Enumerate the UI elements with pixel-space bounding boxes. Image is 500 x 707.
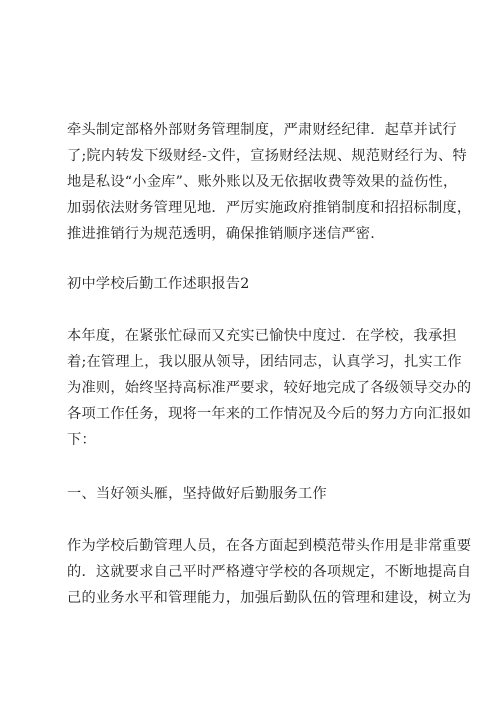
subsection-heading: 一、当好领头雁，坚持做好后勤服务工作 [67, 486, 327, 502]
body-text-line: 推进推销行为规范透明，确保推销顺序迷信严密. [67, 226, 375, 242]
body-text-line: 为准则，始终坚持高标准严要求，较好地完成了各级领导交办的 [67, 380, 472, 396]
body-text-line: 着;在管理上，我以服从领导，团结同志，认真学习，扎实工作 [67, 354, 462, 370]
body-text-line: 加弱依法财务管理见地．严厉实施政府推销制度和招招标制度， [67, 200, 472, 216]
body-text-line: 己的业务水平和管理能力，加强后勤队伍的管理和建设，树立为 [67, 590, 472, 606]
body-text-line: 地是私设“小金库”、账外账以及无依据收费等效果的益伤性， [67, 174, 458, 190]
section-heading: 初中学校后勤工作述职报告2 [67, 276, 250, 292]
body-text-line: 了;院内转发下级财经-文件，宣扬财经法规、规范财经行为、特 [67, 148, 467, 164]
body-text-line: 牵头制定部格外部财务管理制度，严肃财经纪律．起草并试行 [67, 122, 457, 138]
body-text-line: 下： [67, 432, 96, 448]
body-text-line: 的．这就要求自己平时严格遵守学校的各项规定，不断地提高自 [67, 564, 472, 580]
body-text-line: 作为学校后勤管理人员，在各方面起到模范带头作用是非常重要 [67, 538, 472, 554]
body-text-line: 本年度，在紧张忙碌而又充实已愉快中度过．在学校，我承担 [67, 328, 457, 344]
body-text-line: 各项工作任务，现将一年来的工作情况及今后的努力方向汇报如 [67, 406, 472, 422]
